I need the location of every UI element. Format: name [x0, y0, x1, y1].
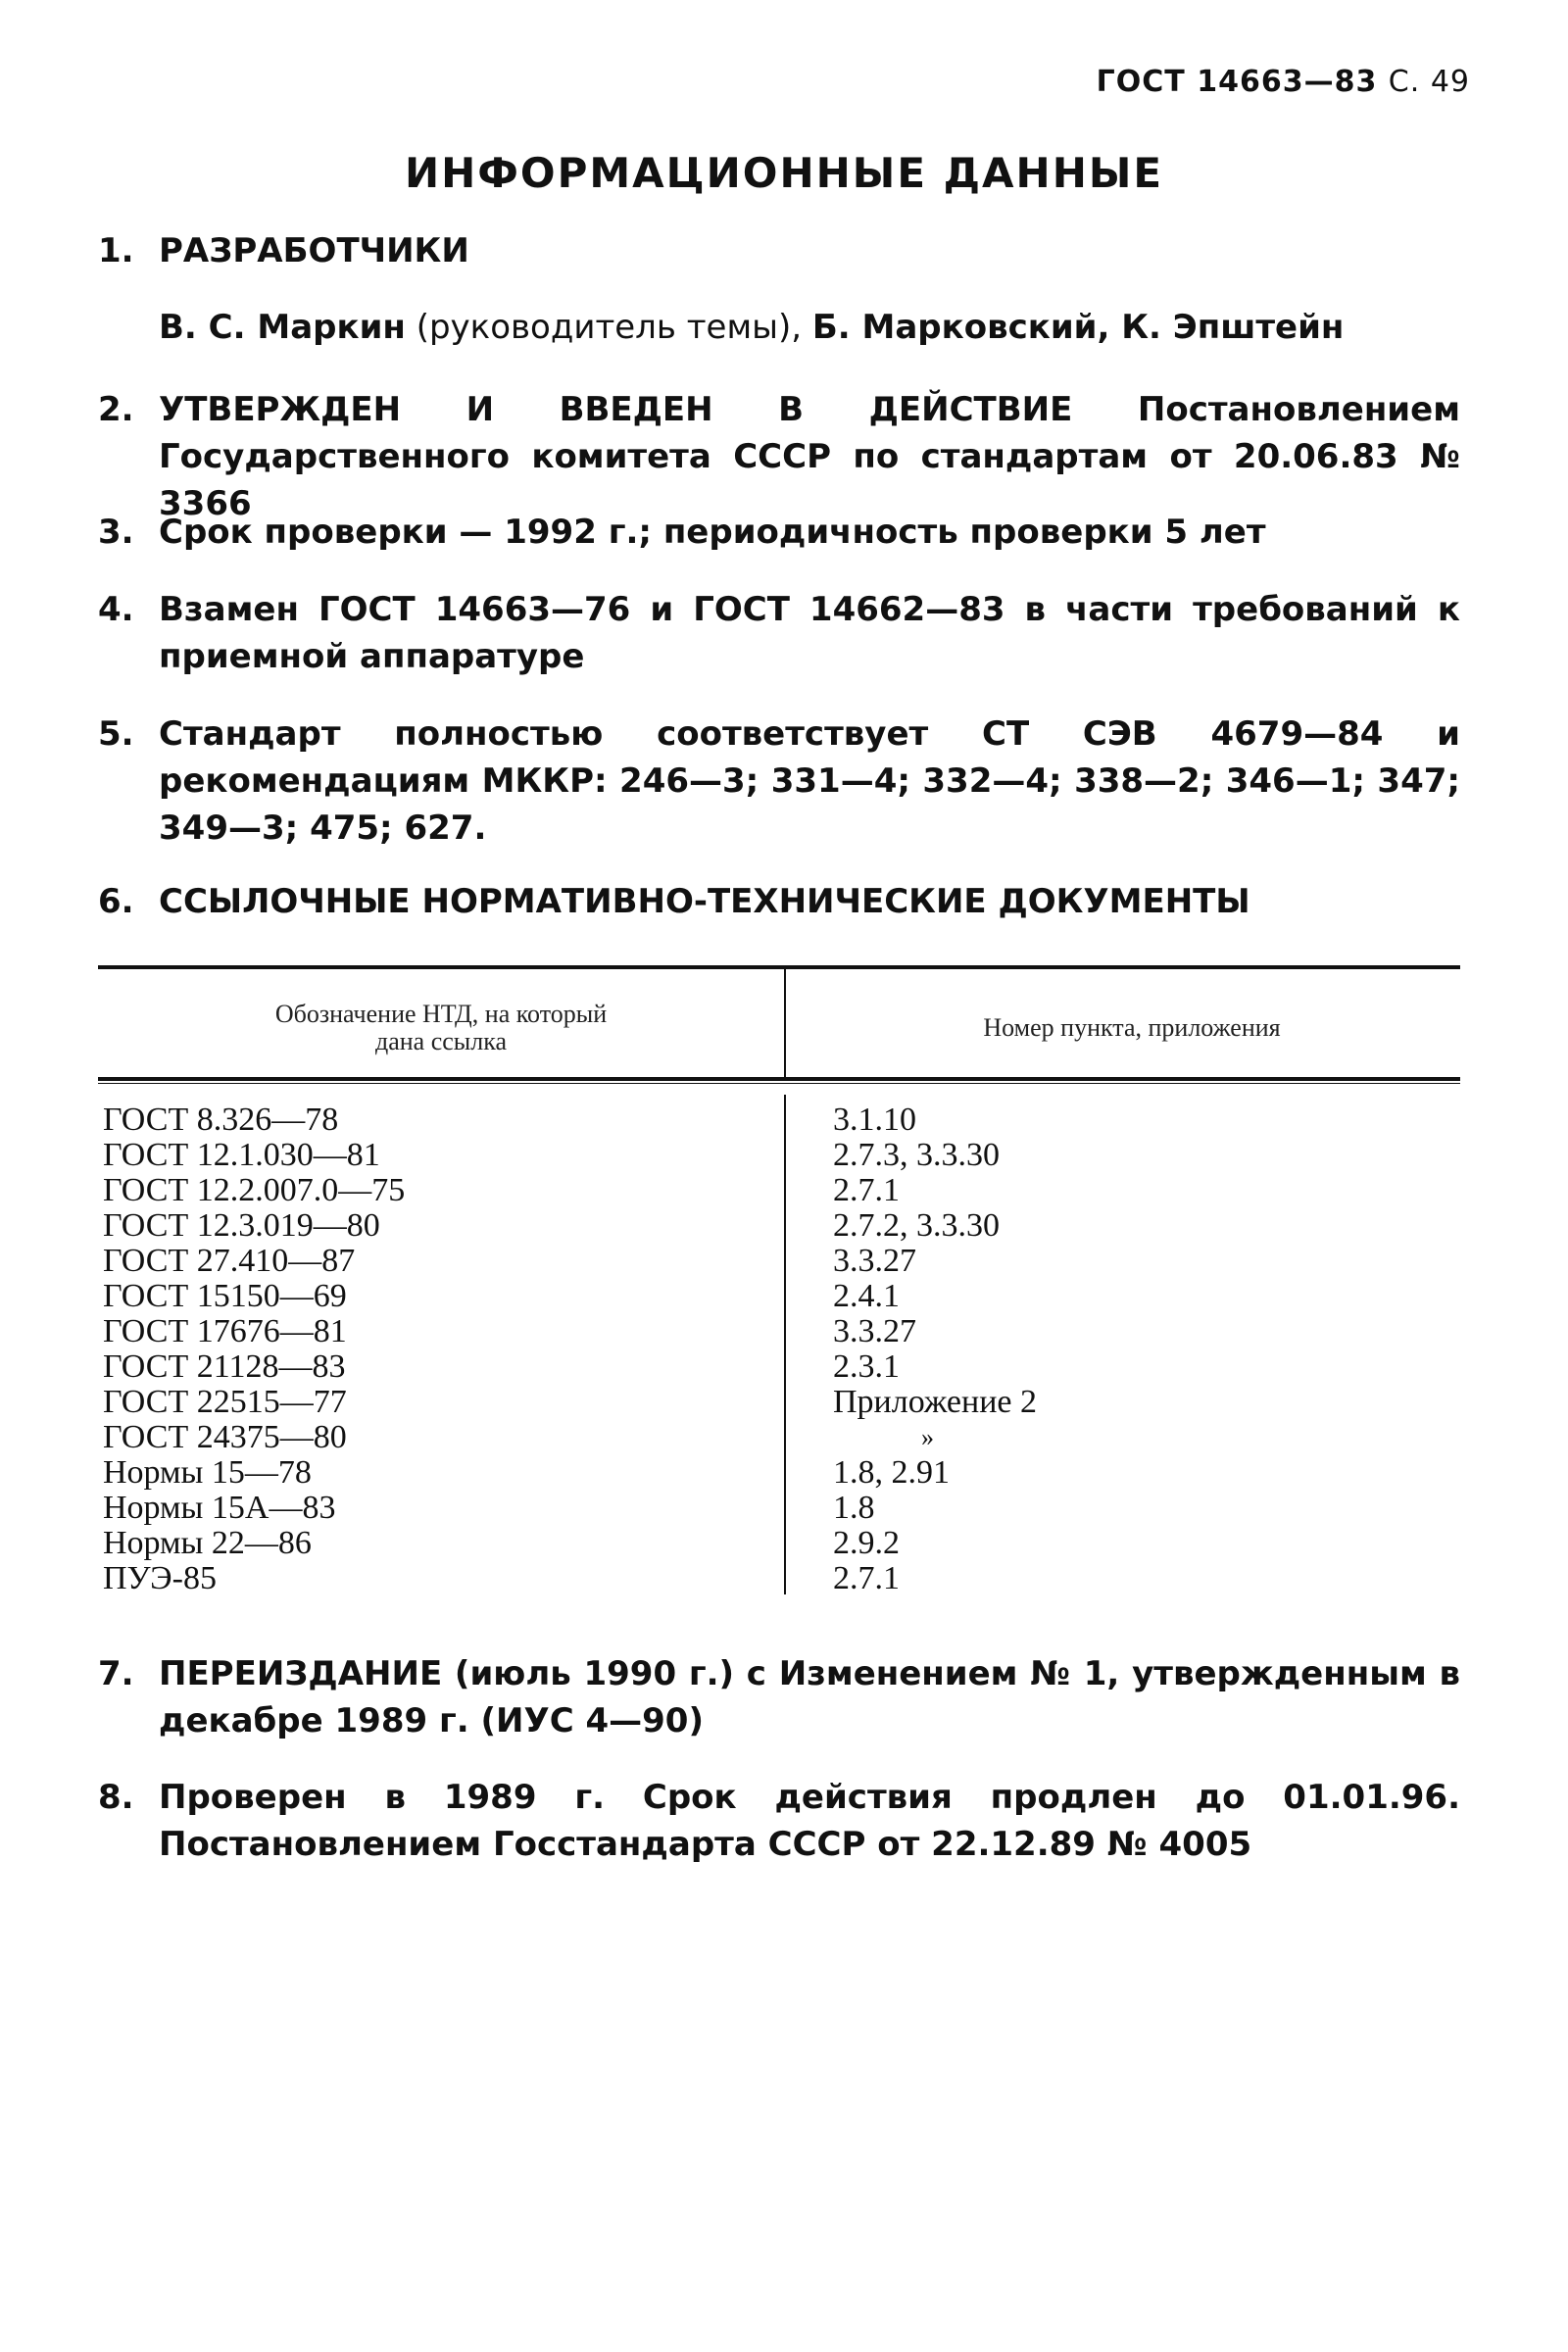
section-text: Проверен в 1989 г. Срок действия продлен до 01.01.96. Постановлением Госстандарта СССР от 22.12.89 № 4005 — [159, 1778, 1460, 1864]
page-header — [1097, 65, 1470, 99]
table-header-divider — [784, 967, 786, 1077]
table-cell-reference: Приложение 2 — [833, 1384, 1037, 1420]
section-8 — [98, 1774, 1460, 1868]
section-number: 6. — [98, 882, 134, 921]
section-number: 7. — [98, 1654, 134, 1693]
table-cell-reference: 1.8, 2.91 — [833, 1454, 950, 1491]
section-2 — [98, 386, 1460, 527]
section-7 — [98, 1650, 1460, 1744]
table-cell-document: ГОСТ 15150—69 — [103, 1278, 347, 1314]
table-cell-reference: 3.3.27 — [833, 1243, 916, 1279]
table-header-document: Обозначение НТД, на который дана ссылка — [274, 1000, 608, 1055]
table-cell-document: ГОСТ 21128—83 — [103, 1348, 346, 1385]
table-cell-reference: 2.9.2 — [833, 1525, 900, 1561]
table-cell-reference: 2.7.2, 3.3.30 — [833, 1207, 1000, 1244]
table-cell-document: Нормы 15—78 — [103, 1454, 312, 1491]
table-cell-document: ГОСТ 12.1.030—81 — [103, 1137, 380, 1173]
section-heading: ССЫЛОЧНЫЕ НОРМАТИВНО-ТЕХНИЧЕСКИЕ ДОКУМЕНТЫ — [159, 882, 1250, 921]
section-text: Срок проверки — 1992 г.; периодичность проверки 5 лет — [159, 513, 1266, 552]
table-cell-document: ГОСТ 12.3.019—80 — [103, 1207, 380, 1244]
table-column-documents — [103, 1102, 769, 1596]
authors-line — [159, 304, 1460, 351]
section-4 — [98, 586, 1460, 680]
references-table — [98, 956, 1460, 1632]
table-column-references — [833, 1102, 1460, 1596]
author-role: (руководитель темы), — [405, 308, 812, 347]
author-lead: В. С. Маркин — [159, 308, 406, 347]
table-cell-document: ГОСТ 24375—80 — [103, 1419, 347, 1455]
table-cell-reference: 2.3.1 — [833, 1348, 900, 1385]
table-cell-document: ГОСТ 17676—81 — [103, 1313, 347, 1349]
table-cell-document: ГОСТ 12.2.007.0—75 — [103, 1172, 406, 1208]
table-cell-reference: 1.8 — [833, 1490, 875, 1526]
table-cell-reference: 3.3.27 — [833, 1313, 916, 1349]
table-top-rule — [98, 965, 1460, 969]
table-cell-reference: 2.7.1 — [833, 1560, 900, 1596]
table-cell-reference: 2.7.1 — [833, 1172, 900, 1208]
table-cell-reference: 3.1.10 — [833, 1102, 916, 1138]
section-number: 2. — [98, 390, 134, 429]
section-text: Стандарт полностью соответствует СТ СЭВ 4679—84 и рекомендациям МККР: 246—3; 331—4; 332—4; 338—2; 346—1; 347; 349—3; 475; 627. — [159, 714, 1460, 848]
section-5 — [98, 710, 1460, 852]
table-cell-document: Нормы 22—86 — [103, 1525, 312, 1561]
page-number: С. 49 — [1388, 65, 1470, 99]
table-header-rule-thin — [98, 1083, 1460, 1084]
table-header-rule — [98, 1077, 1460, 1081]
section-text: Постановлением Государственного комитета СССР по стандартам от 20.06.83 № 3366 — [159, 390, 1460, 523]
standard-number: ГОСТ 14663—83 — [1096, 65, 1378, 99]
author-others: Б. Марковский, К. Эпштейн — [811, 308, 1345, 347]
table-header-reference: Номер пункта, приложения — [983, 1013, 1281, 1042]
section-3 — [98, 509, 1460, 556]
table-cell-reference: 2.4.1 — [833, 1278, 900, 1314]
section-number: 1. — [98, 231, 134, 270]
section-number: 8. — [98, 1778, 134, 1817]
section-1 — [98, 227, 1460, 274]
page-title: ИНФОРМАЦИОННЫЕ ДАННЫЕ — [404, 149, 1164, 197]
table-cell-document: ПУЭ-85 — [103, 1560, 217, 1596]
section-number: 3. — [98, 513, 134, 552]
table-cell-document: ГОСТ 22515—77 — [103, 1384, 347, 1420]
section-heading: РАЗРАБОТЧИКИ — [159, 231, 469, 270]
section-text: Взамен ГОСТ 14663—76 и ГОСТ 14662—83 в части требований к приемной аппаратуре — [159, 590, 1460, 676]
table-cell-document: ГОСТ 27.410—87 — [103, 1243, 356, 1279]
section-text: ПЕРЕИЗДАНИЕ (июль 1990 г.) с Изменением № 1, утвержденным в декабре 1989 г. (ИУС 4—90) — [159, 1654, 1460, 1740]
table-body-divider — [784, 1095, 786, 1594]
section-6 — [98, 878, 1460, 925]
section-heading: УТВЕРЖДЕН И ВВЕДЕН В ДЕЙСТВИЕ — [159, 390, 1073, 429]
table-cell-reference: » — [921, 1423, 934, 1451]
table-cell-reference: 2.7.3, 3.3.30 — [833, 1137, 1000, 1173]
section-number: 5. — [98, 714, 134, 754]
table-cell-document: Нормы 15А—83 — [103, 1490, 336, 1526]
table-cell-document: ГОСТ 8.326—78 — [103, 1102, 339, 1138]
section-number: 4. — [98, 590, 134, 629]
